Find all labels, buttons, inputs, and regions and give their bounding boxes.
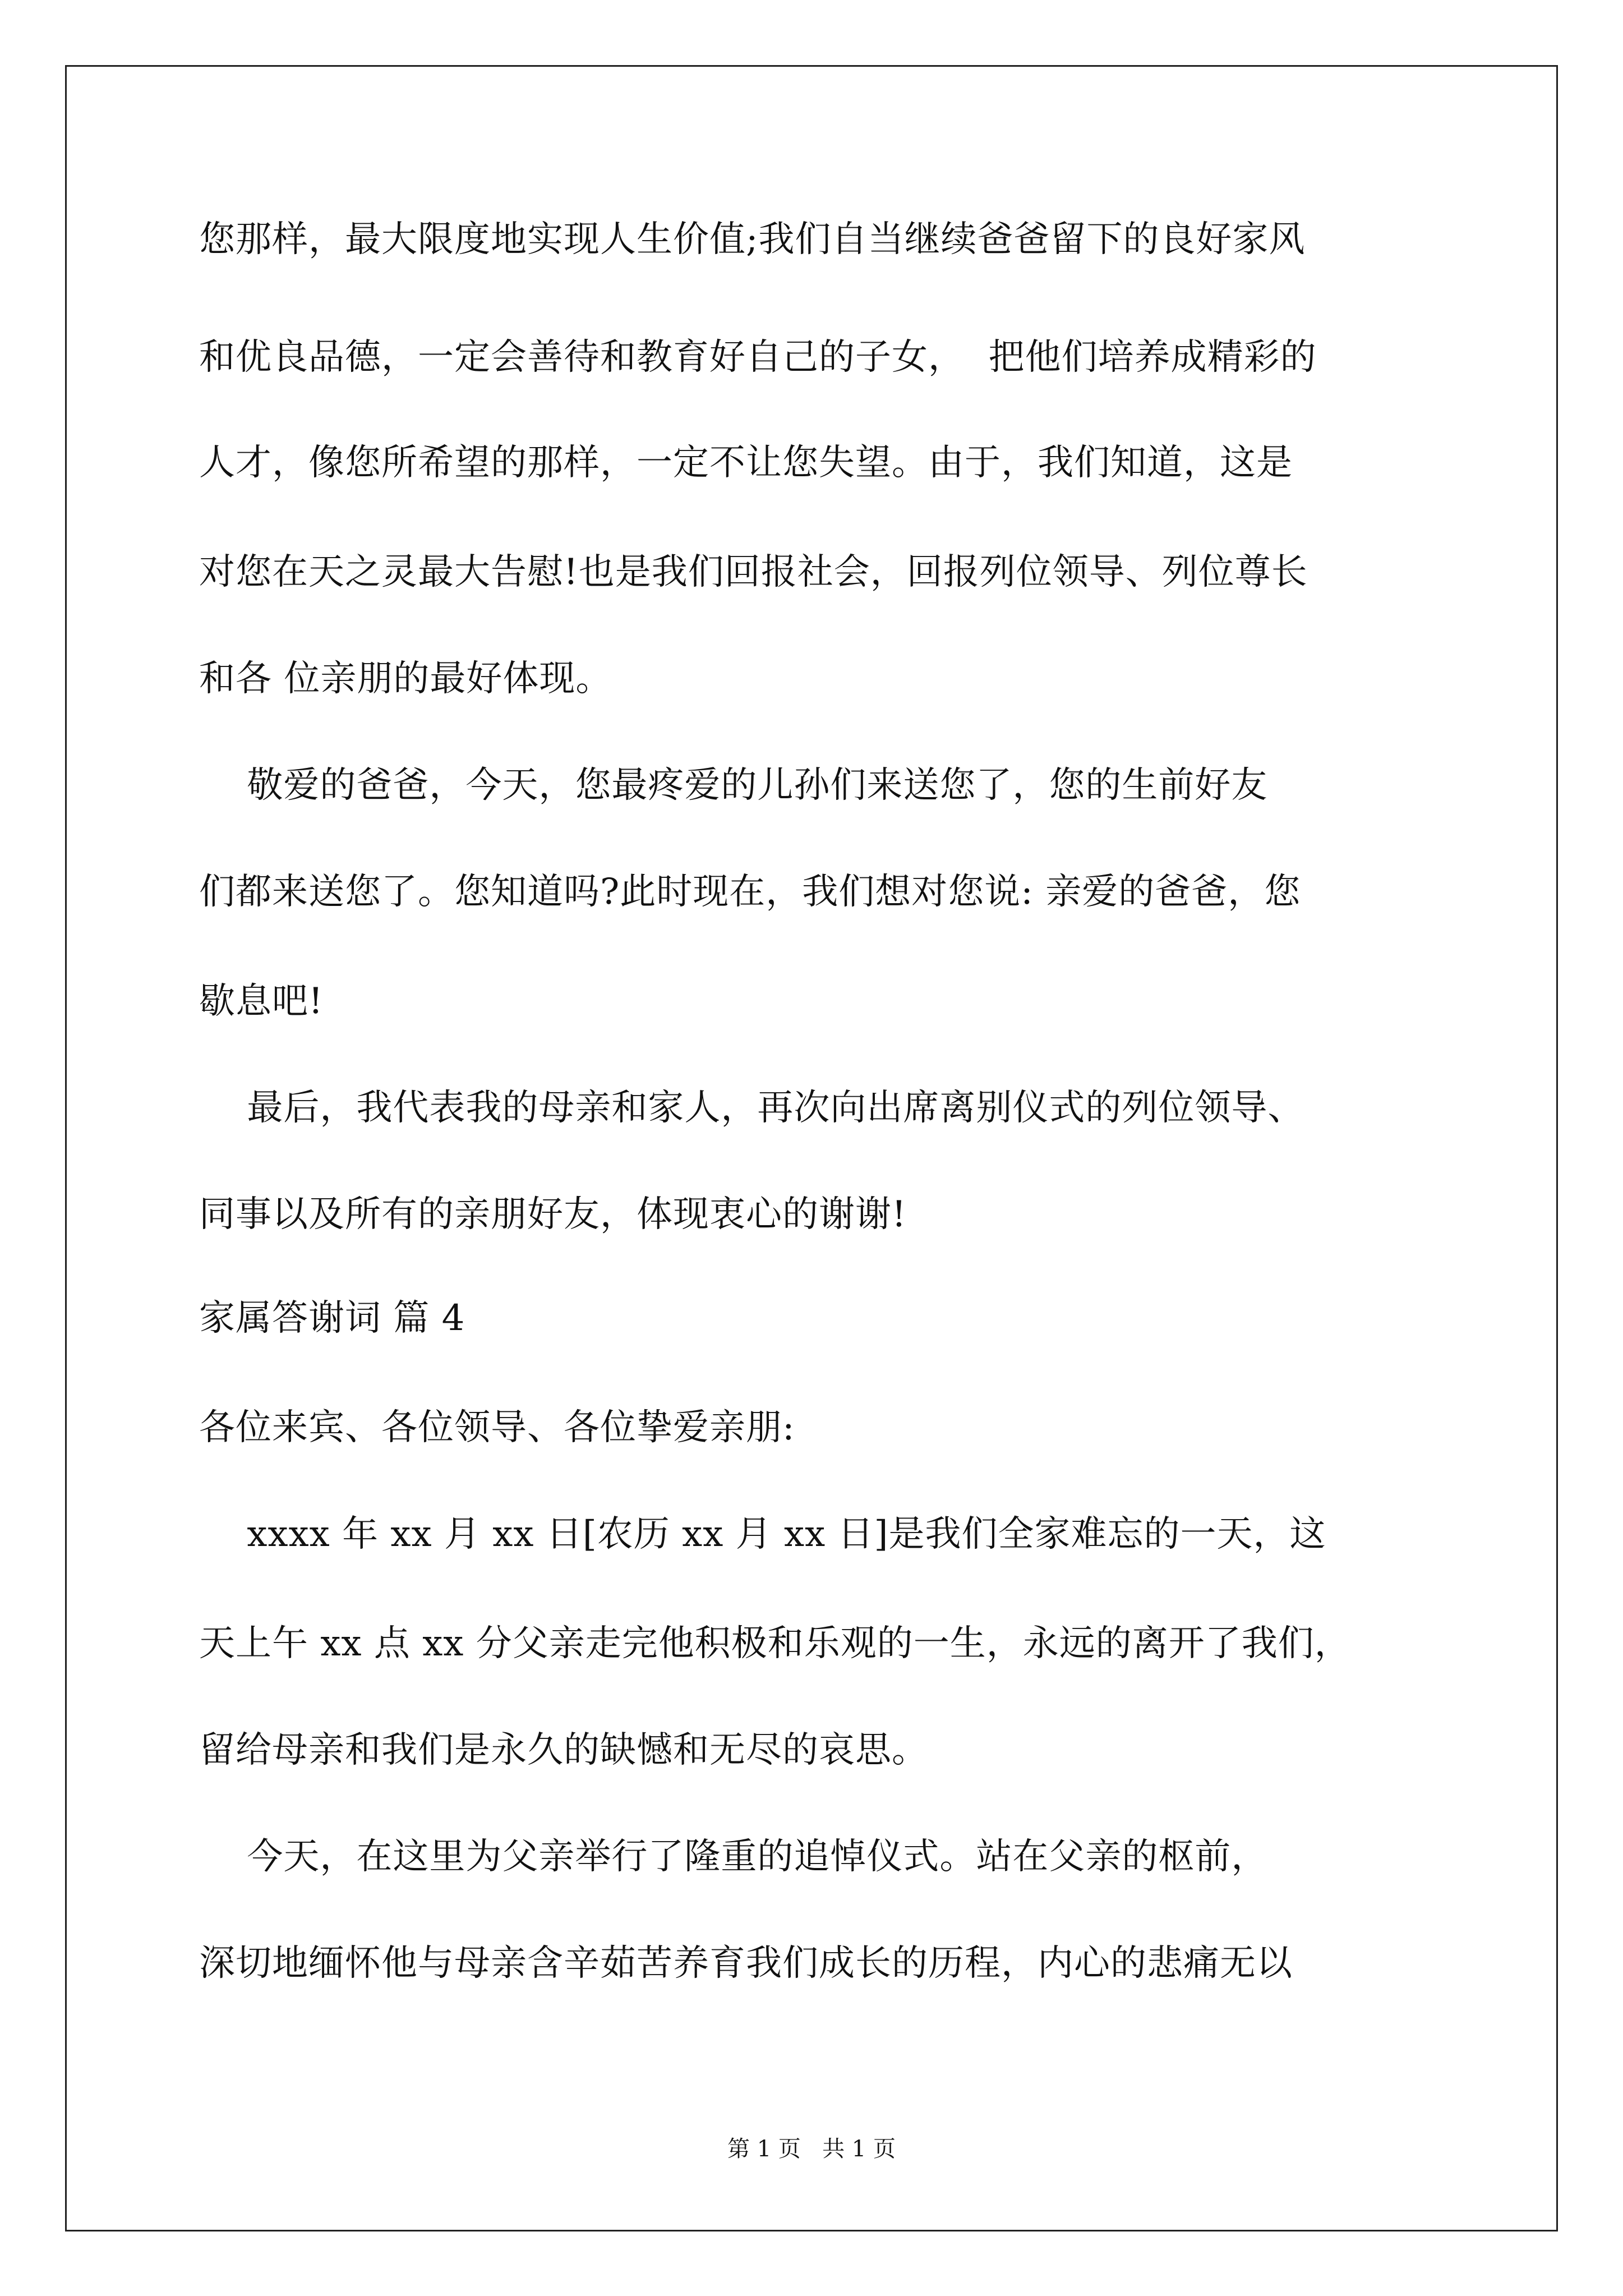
page-border xyxy=(65,65,1558,2231)
text-line: 同事以及所有的亲朋好友，体现衷心的谢谢! xyxy=(199,1194,907,1235)
text-line: 敬爱的爸爸，今天，您最疼爱的儿孙们来送您了，您的生前好友 xyxy=(199,765,1268,806)
section-heading: 家属答谢词 篇 4 xyxy=(199,1297,465,1339)
text-line: 和优良品德，一定会善待和教育好自己的子女， 把他们培养成精彩的 xyxy=(199,337,1317,378)
text-line: 您那样，最大限度地实现人生价值;我们自当继续爸爸留下的良好家风 xyxy=(199,219,1306,260)
text-line: 歇息吧! xyxy=(199,981,324,1022)
text-line: 和各 位亲朋的最好体现。 xyxy=(199,658,612,700)
text-line: 对您在天之灵最大告慰!也是我们回报社会，回报列位领导、列位尊长 xyxy=(199,551,1308,593)
text-line: 天上午 xx 点 xx 分父亲走完他积极和乐观的一生，永远的离开了我们， xyxy=(199,1623,1351,1664)
text-line: xxxx 年 xx 月 xx 日[农历 xx 月 xx 日]是我们全家难忘的一天，这 xyxy=(199,1513,1326,1555)
text-line: 人才，像您所希望的那样，一定不让您失望。由于，我们知道，这是 xyxy=(199,442,1293,484)
text-line: 留给母亲和我们是永久的缺憾和无尽的哀思。 xyxy=(199,1729,928,1771)
salutation: 各位来宾、各位领导、各位挚爱亲朋: xyxy=(199,1407,795,1448)
text-line: 今天，在这里为父亲举行了隆重的追悼仪式。站在父亲的枢前， xyxy=(199,1836,1268,1878)
text-line: 们都来送您了。您知道吗?此时现在，我们想对您说: 亲爱的爸爸，您 xyxy=(199,871,1301,913)
page-footer: 第 1 页 共 1 页 xyxy=(727,2136,896,2162)
text-line: 最后，我代表我的母亲和家人，再次向出席离别仪式的列位领导、 xyxy=(199,1087,1304,1129)
text-line: 深切地缅怀他与母亲含辛茹苦养育我们成长的历程，内心的悲痛无以 xyxy=(199,1943,1293,1984)
